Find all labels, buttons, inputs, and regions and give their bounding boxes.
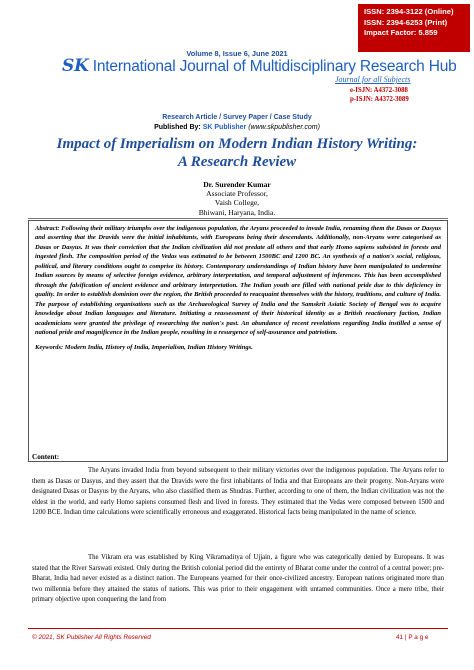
journal-subtitle: Journal for all Subjects: [335, 75, 411, 84]
author-college: Vaish College,: [214, 198, 260, 208]
isjn-block: [350, 86, 409, 104]
title-line-1: Impact of Imperialism on Modern Indian History Writing:: [56, 136, 418, 152]
footer-copyright: © 2021, SK Publisher All Rights Reserved: [32, 634, 151, 641]
publisher-url[interactable]: (www.skpublisher.com): [248, 124, 320, 131]
p-isjn: p-ISJN: A4372-3089: [350, 96, 409, 103]
volume-issue: Volume 8, Issue 6, June 2021: [186, 49, 288, 58]
journal-masthead: [62, 56, 457, 76]
footer-rule: [28, 628, 448, 629]
body-paragraph-1: The Aryans invaded India from beyond subsequent to their military victories over the indigenous population. The Aryans refer to them as Dasas or Dasyus, and they assert that the Dravids were the first inhabitants of India and that Europeans are their progeny. Non-Aryans were designated Dasas or Dasyus by the Aryans, who also classified them as Shudras. Further, according to one of them, the Indian civilization was not the eldest in the world, and early Homo sapiens consumed flesh and lived in forests. They estimated that the Vedas were composed between 1500 and 1200 BCE. Indian time calculations were scientifically erroneous and exaggerated. Historical facts being manipulated in the name of science.: [32, 467, 444, 517]
footer-page-number: 41 | P a g e: [396, 634, 429, 641]
sk-logo: SK: [62, 56, 89, 76]
issn-box: [358, 4, 470, 52]
body-paragraph-2: The Vikram era was established by King Vikramaditya of Ujjain, a figure who was categorically denied by Europeans. It was stated that the River Sarswati existed. Only during the British colonial period did the entirety of Bharat come under the control of a central power; pre-Bharat, India had never existed as a distinct nation. The Europeans yearned for their once-civilized ancestry. European nations originated more than two millennia before they attained the status of nations. This was prior to their engagement with untamed communities. Once a mere tribe, their primary objective upon conquering the land from: [32, 554, 444, 604]
content-heading: Content:: [32, 453, 60, 461]
article-type: Research Article / Survey Paper / Case Study: [162, 114, 312, 121]
author-role: Associate Professor,: [206, 189, 268, 199]
published-by-label: Published By:: [154, 124, 201, 131]
abstract-top-rule: [28, 218, 448, 219]
author-block: [0, 180, 474, 217]
issn-online: ISSN: 2394-3122 (Online): [364, 7, 454, 16]
journal-name: International Journal of Multidisciplinary Research Hub: [92, 58, 457, 75]
impact-factor: Impact Factor: 5.859: [364, 28, 438, 37]
publisher-line: [0, 124, 474, 131]
abstract-text: Abstract: Following their military triumphs over the indigenous population, the Aryans proceeded to invade India, renaming them the Dasas or Dasyus and asserting that the Dravids were the initial inhabitants, with Europeans being their descendants. Additionally, non-Aryans were categorised as Dasas or Dasyus. It was their conviction that the Indian civilization did not predate all others and that early Homo sapiens subsisted in forests and ingested flesh. The composition period of the Vedas was estimated to be between 1500BC and 1200 BC. An synthesis of a nation's social, religious, political, and literary conditions ought to comprise its history. Contemporary understandings of Indian history have been manipulated to undermine Indian sources by means of selective foreign evidence, arbitrary interpretation, and temporal adjustment of inferences. This has been accomplished through the falsification of ancient evidence and arbitrary interpretation. The Indian youth are filled with national pride due to this deficiency in quality. In order to establish dominion over the region, the British proceeded to reacquaint themselves with the history, traditions, and culture of India. The purpose of establishing organisations such as the Archaeological Survey of India and the Samskrit Asiatic Society of Bengal was to acquire knowledge about Indian languages and literature. Initiating a reassessment of their historical identity as a British reactionary faction, Indian academicians were granted the privilege of researching the nation's past. An abundance of recent revelations regarding India instilled a sense of national pride and magnificence in the Indian people, resulting in a resurgence of self-assurance and patriotism.: [35, 225, 441, 336]
article-title: [0, 135, 474, 171]
author-name: Dr. Surender Kumar: [203, 180, 271, 189]
e-isjn: e-ISJN: A4372-3088: [350, 87, 408, 94]
keywords: Keywords: Modern India, History of India, Imperialism, Indian History Writings.: [35, 344, 253, 352]
issn-print: ISSN: 2394-6253 (Print): [364, 17, 448, 27]
author-place: Bhiwani, Haryana, India.: [198, 207, 276, 217]
title-line-2: A Research Review: [177, 154, 297, 170]
abstract-box: [28, 220, 448, 462]
publisher-name[interactable]: SK Publisher: [202, 124, 247, 131]
